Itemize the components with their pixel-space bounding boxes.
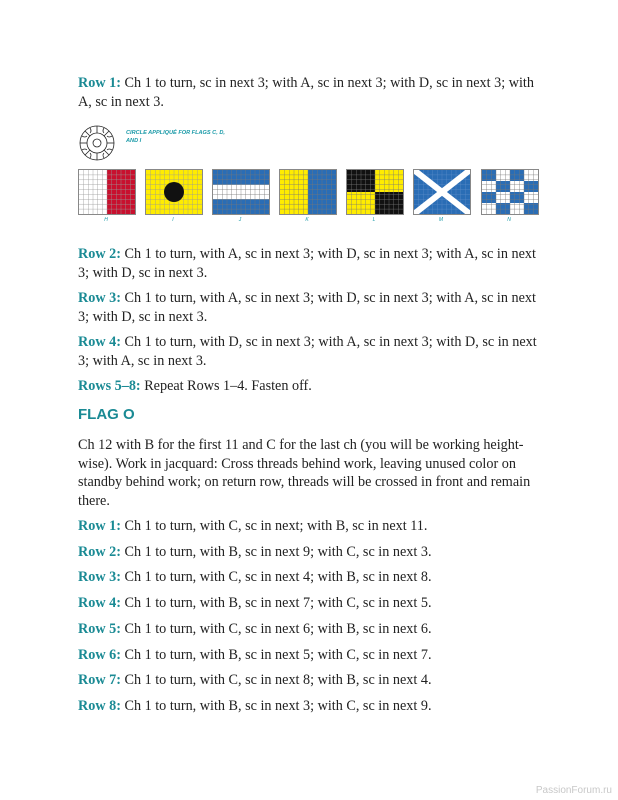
instruction-rows-5-8 (78, 377, 548, 396)
flag-o-row-7 (78, 671, 548, 690)
row-text: Ch 1 to turn, with C, sc in next 6; with B, sc in next 6. (120, 620, 432, 637)
row-text: Ch 1 to turn, with B, sc in next 9; with C, sc in next 3. (120, 543, 432, 560)
row-label: Row 3: (78, 569, 121, 586)
flag-o-row-3 (78, 568, 548, 587)
flag-m-chart (413, 169, 471, 215)
flag-h-chart (78, 169, 136, 215)
flag-o-row-2 (78, 543, 548, 562)
flag-letter-k: K (305, 217, 309, 223)
flag-o-row-5 (78, 620, 548, 639)
row-label: Row 8: (78, 697, 121, 714)
flag-letter-l: L (372, 217, 376, 223)
row-text: Ch 1 to turn, with A, sc in next 3; with D, sc in next 3; with A, sc in next 3; with D, sc in next 3. (78, 290, 536, 325)
flag-o-intro: Ch 12 with B for the first 11 and C for the last ch (you will be working height-wise). Work in jacquard: Cross threads behind work, leaving unused color on standby behind work; on return row, threads will be crossed in front and remain there. (78, 437, 531, 509)
instruction-row-2 (78, 245, 548, 282)
flag-o-row-6 (78, 646, 548, 665)
flag-k-chart (279, 169, 337, 215)
watermark: PassionForum.ru (535, 785, 612, 796)
row-label: Row 1: (78, 75, 121, 91)
instruction-row-3 (78, 289, 548, 326)
flag-j-chart (212, 169, 270, 215)
row-text: Ch 1 to turn, with D, sc in next 3; with A, sc in next 3; with D, sc in next 3; with A, sc in next 3. (78, 334, 537, 369)
instruction-row-4 (78, 333, 548, 370)
flag-l-chart (346, 169, 404, 215)
row-label: Row 5: (78, 620, 121, 637)
row-text: Repeat Rows 1–4. Fasten off. (140, 378, 312, 394)
row-label: Row 2: (78, 543, 121, 560)
flag-o-row-1 (78, 517, 548, 536)
row-text: Ch 1 to turn, with C, sc in next; with B, sc in next 11. (120, 518, 428, 534)
row-label: Row 7: (78, 672, 121, 689)
row-text: Ch 1 to turn, sc in next 3; with A, sc in next 3; with D, sc in next 3; with A, sc in next 3. (78, 75, 534, 110)
row-text: Ch 1 to turn, with B, sc in next 5; with C, sc in next 7. (120, 646, 432, 663)
row-label: Row 6: (78, 646, 121, 663)
flag-o-row-8 (78, 697, 548, 716)
row-label: Row 3: (78, 290, 121, 306)
flag-letter-n: N (507, 217, 511, 223)
flag-i-chart (145, 169, 203, 215)
row-label: Rows 5–8: (78, 378, 141, 394)
flag-o-row-4 (78, 594, 548, 613)
row-text: Ch 1 to turn, with A, sc in next 3; with D, sc in next 3; with A, sc in next 3; with D, sc in next 3. (78, 246, 536, 281)
circle-applique-diagram (76, 122, 118, 164)
instruction-row-1 (78, 74, 548, 111)
row-text: Ch 1 to turn, with C, sc in next 8; with B, sc in next 4. (120, 672, 432, 689)
row-text: Ch 1 to turn, with B, sc in next 7; with C, sc in next 5. (120, 595, 432, 612)
section-heading-flag-o: FLAG O (78, 406, 135, 423)
row-label: Row 4: (78, 334, 121, 350)
figure-caption: CIRCLE APPLIQUÉ FOR FLAGS C, D, AND I (126, 130, 225, 144)
row-text: Ch 1 to turn, with B, sc in next 3; with C, sc in next 9. (120, 697, 432, 714)
flag-letter-h: H (104, 217, 108, 223)
flag-letter-j: J (238, 217, 242, 223)
flag-letter-m: M (438, 217, 444, 223)
flag-letter-i: I (172, 217, 174, 223)
flag-n-chart (481, 169, 539, 215)
row-label: Row 4: (78, 595, 121, 612)
row-label: Row 2: (78, 246, 121, 262)
row-text: Ch 1 to turn, with C, sc in next 4; with B, sc in next 8. (120, 569, 432, 586)
row-label: Row 1: (78, 518, 121, 534)
